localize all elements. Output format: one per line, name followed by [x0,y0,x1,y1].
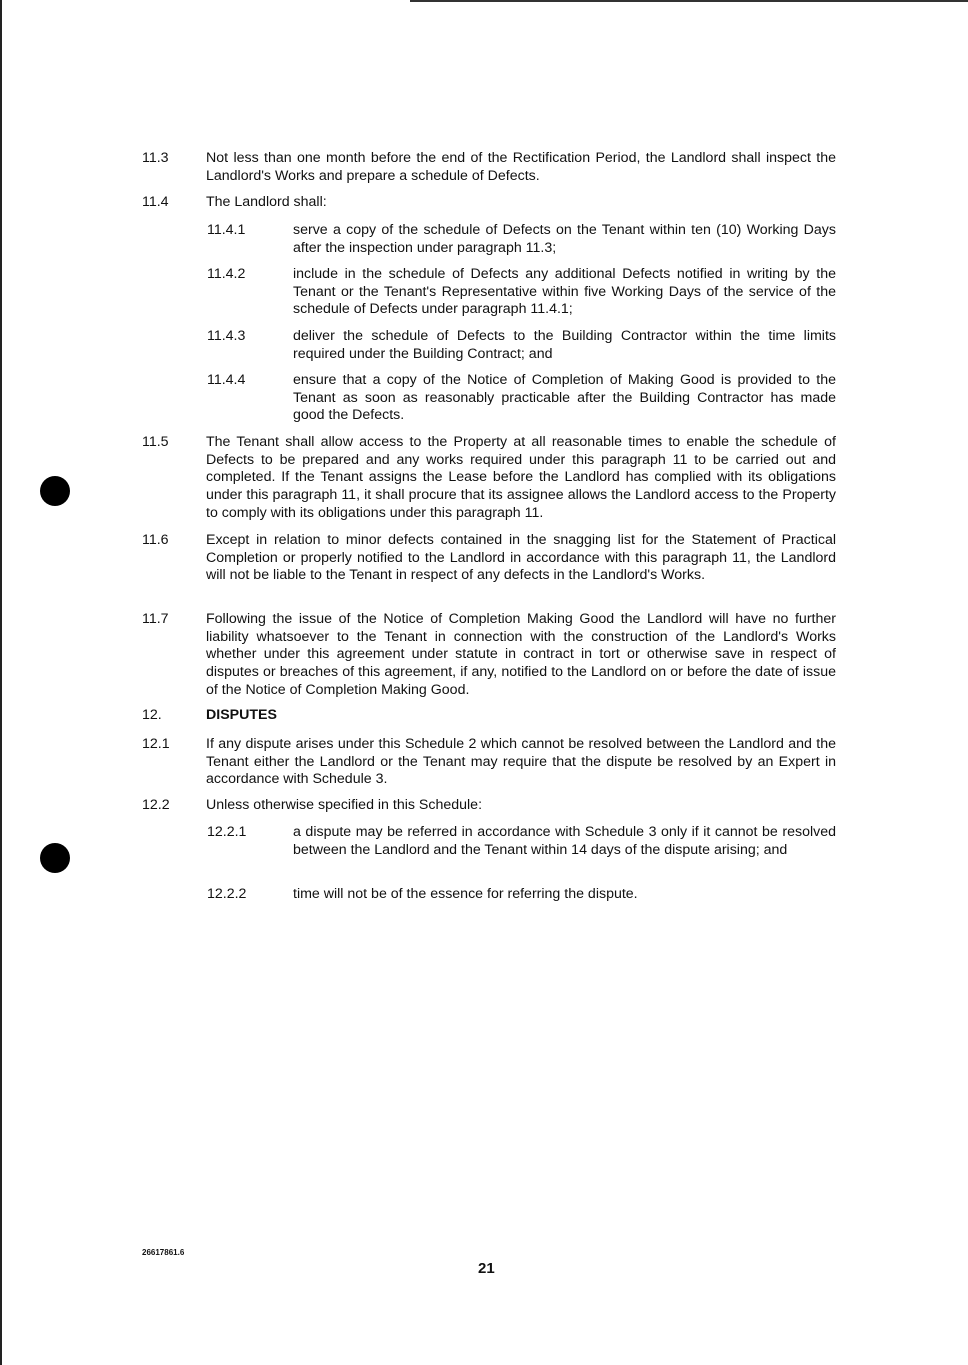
punch-hole-lower [40,843,70,873]
clause-number: 11.4.3 [207,328,246,344]
clause-number: 12.2.1 [207,824,247,840]
clause-text: Not less than one month before the end of the Rectification Period, the Landlord shall inspect the Landlord's Works and prepare a schedule of Defects. [206,150,836,184]
page-number: 21 [478,1260,495,1277]
section-title: DISPUTES [206,707,277,723]
clause-text: Unless otherwise specified in this Schedule: [206,797,483,813]
clause-text: include in the schedule of Defects any additional Defects notified in writing by the Tenant or the Tenant's Representative within five Working Days of the service of the schedule of Defects under paragraph 11.4.1; [293,266,836,318]
clause-number: 11.6 [142,532,169,548]
document-reference: 26617861.6 [142,1248,185,1257]
clause-number: 11.3 [142,150,169,166]
clause-number: 12.2.2 [207,886,247,902]
clause-number: 11.4.1 [207,222,246,238]
clause-text: Except in relation to minor defects contained in the snagging list for the Statement of Practical Completion or properly notified to the Landlord in accordance with this paragraph 11, the Landlord will not be liable to the Tenant in respect of any defects in the Landlord's Works. [206,532,836,584]
page-left-edge [0,0,2,1365]
clause-number: 12.1 [142,736,170,752]
page-top-edge [410,0,968,2]
clause-number: 11.4.2 [207,266,246,282]
punch-hole-upper [40,476,70,506]
clause-number: 11.5 [142,434,169,450]
clause-text: deliver the schedule of Defects to the Building Contractor within the time limits required under the Building Contract; and [293,328,836,362]
clause-number: 11.4.4 [207,372,246,388]
section-number: 12. [142,707,162,723]
clause-text: The Tenant shall allow access to the Property at all reasonable times to enable the schedule of Defects to be prepared and any works required under this paragraph 11 to be carried out and completed. If the Tenant assigns the Lease before the Landlord has complied with its obligations under this paragraph 11, it shall procure that its assignee allows the Landlord access to the Property to comply with its obligations under this paragraph 11. [206,434,836,521]
clause-text: If any dispute arises under this Schedule 2 which cannot be resolved between the Landlord and the Tenant either the Landlord or the Tenant may require that the dispute be resolved by an Expert in accordance with Schedule 3. [206,736,836,788]
clause-text: serve a copy of the schedule of Defects on the Tenant within ten (10) Working Days after the inspection under paragraph 11.3; [293,222,836,256]
clause-number: 11.7 [142,611,169,627]
clause-text: The Landlord shall: [206,194,327,210]
clause-text: Following the issue of the Notice of Completion Making Good the Landlord will have no further liability whatsoever to the Tenant in connection with the construction of the Landlord's Works whether under this agreement under statute in contract in tort or otherwise save in respect of disputes or breaches of this agreement, if any, notified to the Landlord on or before the date of issue of the Notice of Completion Making Good. [206,611,836,698]
clause-text: ensure that a copy of the Notice of Completion of Making Good is provided to the Tenant as soon as reasonably practicable after the Building Contractor has made good the Defects. [293,372,836,424]
clause-text: a dispute may be referred in accordance with Schedule 3 only if it cannot be resolved between the Landlord and the Tenant within 14 days of the dispute arising; and [293,824,836,858]
clause-text: time will not be of the essence for referring the dispute. [293,886,638,902]
clause-number: 11.4 [142,194,169,210]
clause-number: 12.2 [142,797,170,813]
